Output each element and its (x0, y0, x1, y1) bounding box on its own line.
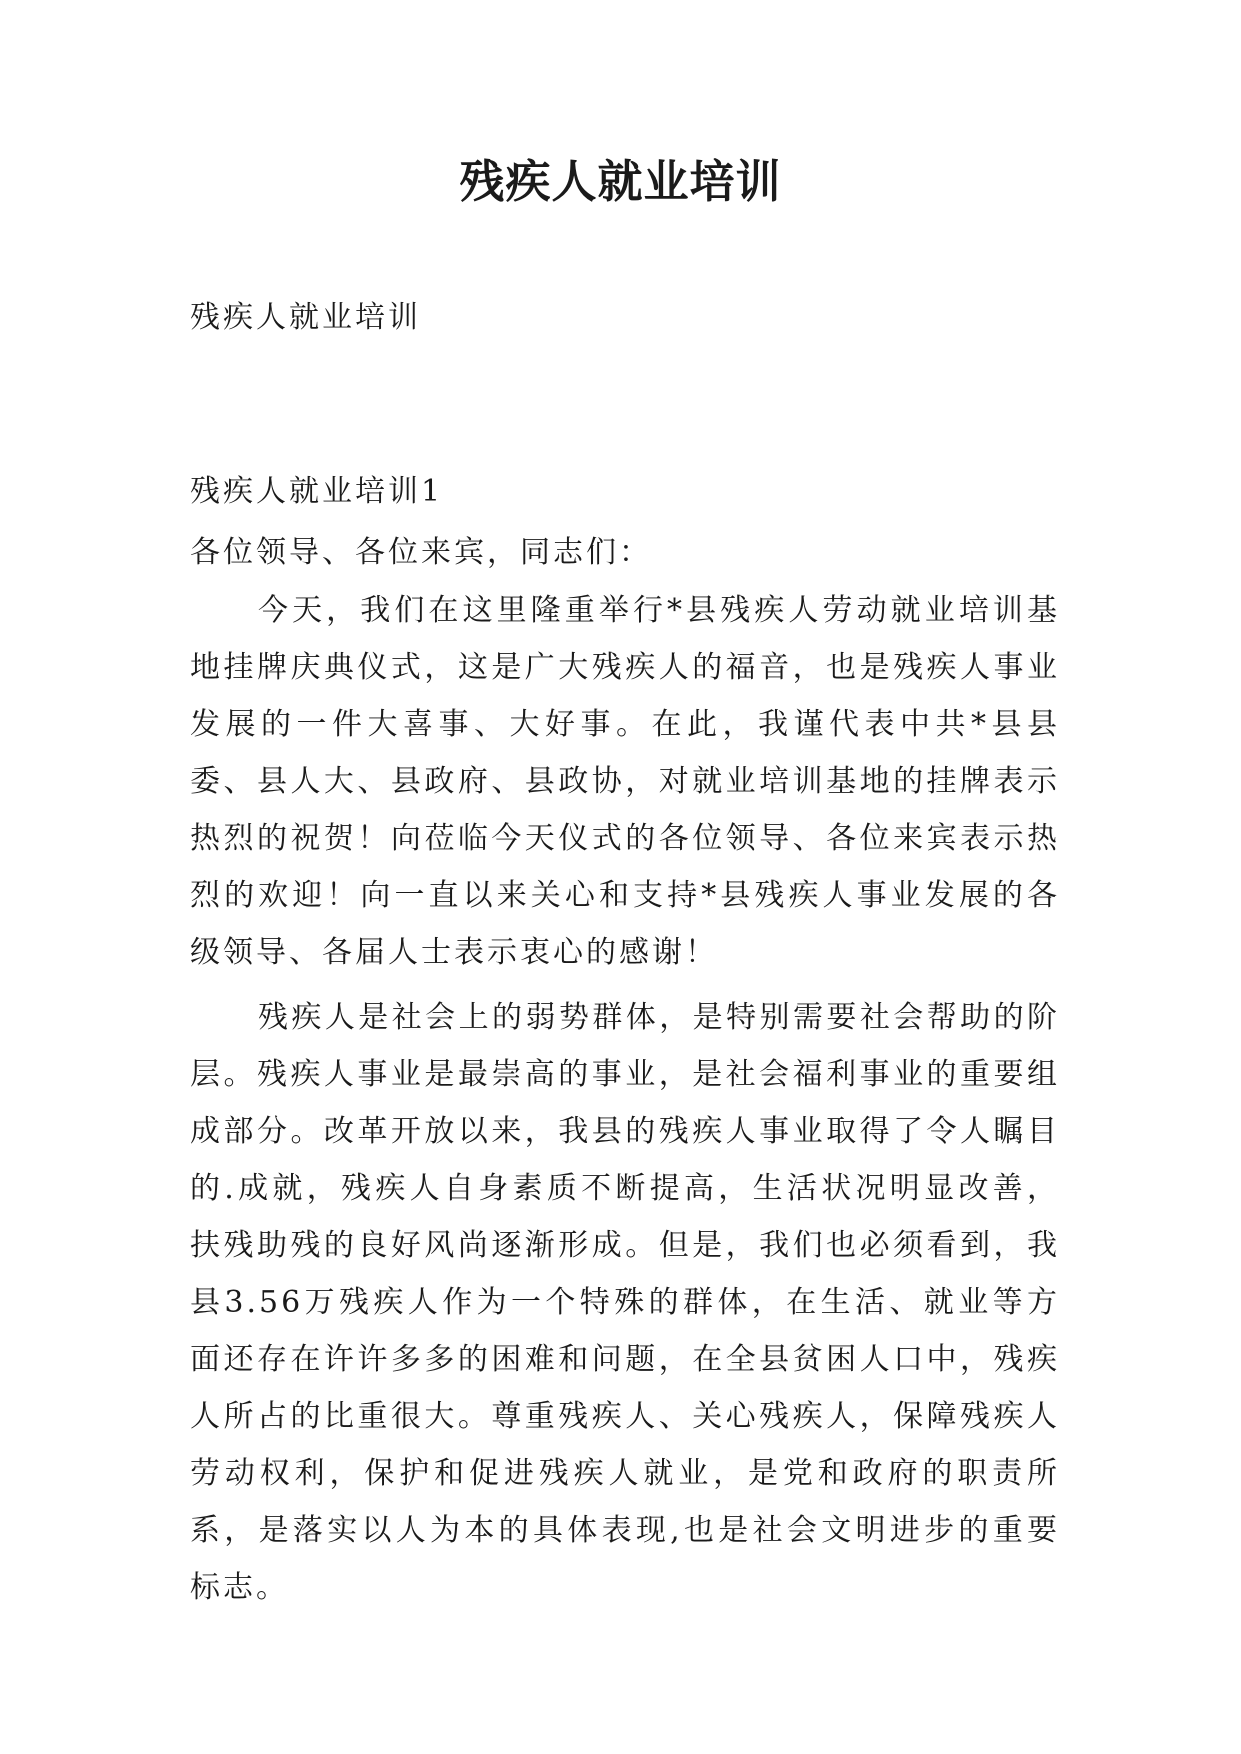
section-heading: 残疾人就业培训1 (190, 474, 444, 509)
document-title: 残疾人就业培训 (459, 155, 782, 208)
paragraph-1: 今天，我们在这里隆重举行*县残疾人劳动就业培训基地挂牌庆典仪式，这是广大残疾人的福音，也是残疾人事业发展的一件大喜事、大好事。在此，我谨代表中共*县县委、县人大、县政府、县政协，对就业培训基地的挂牌表示热烈的祝贺！向莅临今天仪式的各位领导、各位来宾表示热烈的欢迎！向一直以来关心和支持*县残疾人事业发展的各级领导、各届人士表示衷心的感谢！ (190, 593, 1060, 970)
paragraph-2: 残疾人是社会上的弱势群体，是特别需要社会帮助的阶层。残疾人事业是最崇高的事业，是社会福利事业的重要组成部分。改革开放以来，我县的残疾人事业取得了令人瞩目的.成就，残疾人自身素质不断提高，生活状况明显改善，扶残助残的良好风尚逐渐形成。但是，我们也必须看到，我县3.56万残疾人作为一个特殊的群体，在生活、就业等方面还存在许许多多的困难和问题，在全县贫困人口中，残疾人所占的比重很大。尊重残疾人、关心残疾人，保障残疾人劳动权利，保护和促进残疾人就业，是党和政府的职责所系，是落实以人为本的具体表现,也是社会文明进步的重要标志。 (190, 1000, 1060, 1605)
document-subtitle: 残疾人就业培训 (190, 300, 421, 335)
salutation: 各位领导、各位来宾，同志们： (190, 535, 652, 570)
